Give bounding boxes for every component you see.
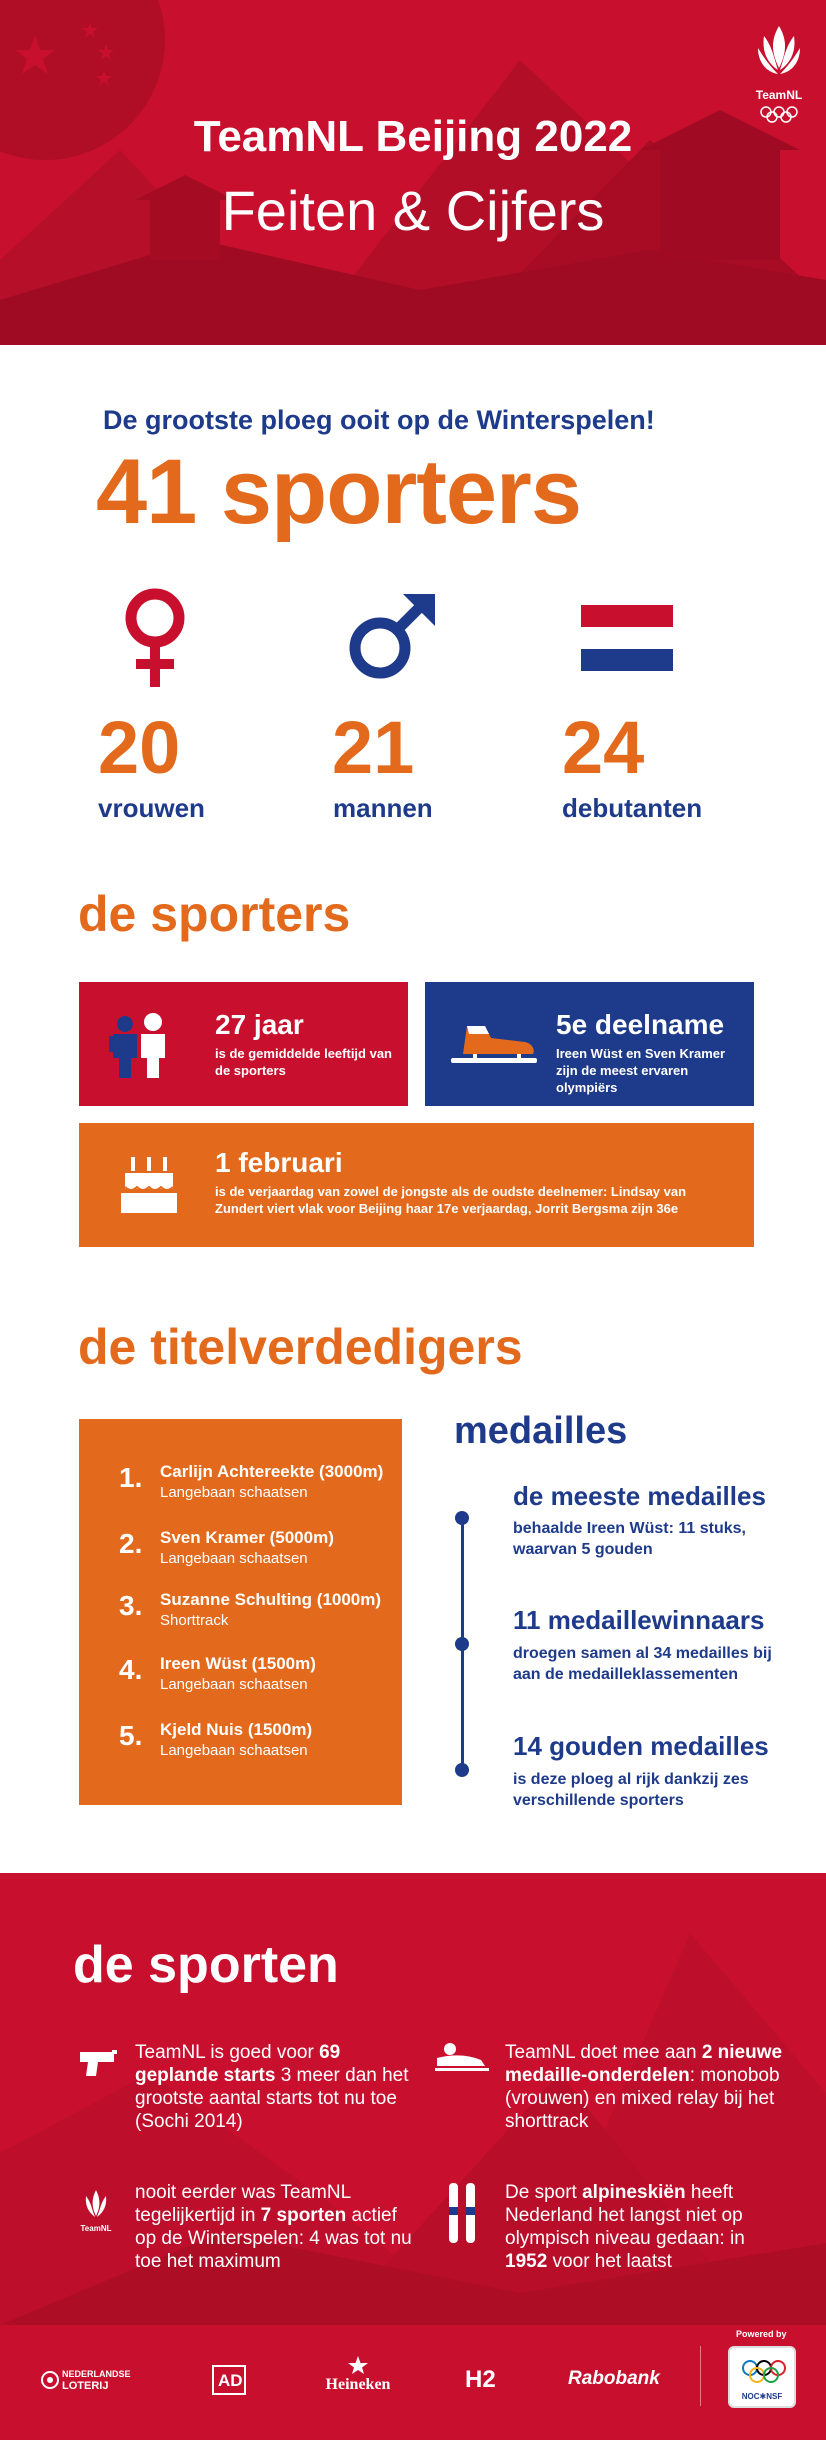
card-birthday-title: 1 februari	[215, 1147, 343, 1178]
item-name: Sven Kramer (5000m)	[160, 1528, 334, 1547]
text-part: heeft Nederland het langst niet op olympisch niveau gedaan: in	[505, 2182, 745, 2249]
item-name: Carlijn Achtereekte (3000m)	[160, 1462, 384, 1481]
text-bold: 7 sporten	[260, 2205, 347, 2226]
medal-desc-2-line1: droegen samen al 34 medailles bij	[513, 1645, 772, 1662]
text-part: nooit eerder was TeamNL tegelijkertijd in	[135, 2182, 351, 2226]
card-age-title: 27 jaar	[215, 1009, 304, 1040]
sponsor-rabobank	[568, 2368, 663, 2394]
medal-desc-2-line2: aan de medailleklassementen	[513, 1666, 738, 1683]
header-banner	[0, 0, 826, 345]
timeline-dot	[455, 1763, 469, 1777]
medal-desc-1-line1: behaalde Ireen Wüst: 11 stuks,	[513, 1520, 746, 1537]
male-symbol-icon	[345, 590, 445, 685]
olympic-rings-color-icon	[732, 2354, 796, 2388]
text-part: actief op de Winterspelen: 4 was tot nu toe het maximum	[135, 2205, 412, 2272]
sporten-heading: de sporten	[73, 1936, 339, 1994]
text-part: TeamNL is goed voor	[135, 2042, 320, 2063]
teamnl-small-label: TeamNL	[80, 2224, 112, 2233]
stat-label-debutanten: debutanten	[562, 793, 703, 823]
text-bold: alpineskiën	[582, 2182, 686, 2203]
page-title: TeamNL Beijing 2022	[193, 112, 633, 161]
item-number: 2.	[119, 1528, 143, 1559]
page-subtitle: Feiten & Cijfers	[221, 179, 605, 242]
card-birthday	[79, 1123, 754, 1247]
footer-divider	[700, 2346, 701, 2406]
text-bold: 2 nieuwe medaille-onderdelen	[505, 2042, 783, 2086]
titelverdedigers-list	[79, 1419, 402, 1805]
sponsor-rabobank-label: Rabobank	[568, 2368, 660, 2389]
skis-icon	[444, 2181, 480, 2245]
card-birthday-desc: is de verjaardag van zowel de jongste als de oudste deelnemer: Lindsay van Zundert viert vlak voor Beijing haar 17e verjaardag, Jorrit Bergsma zijn 36e	[215, 1184, 687, 1216]
text-part: TeamNL doet mee aan	[505, 2042, 702, 2063]
dutch-flag-icon	[581, 605, 673, 671]
item-name: Ireen Wüst (1500m)	[160, 1654, 316, 1673]
sponsor-loterij	[40, 2366, 140, 2396]
starting-pistol-icon	[78, 2046, 118, 2080]
item-sport: Langebaan schaatsen	[160, 1676, 308, 1693]
item-number: 1.	[119, 1462, 143, 1493]
noc-label: NOC✱NSF	[741, 2392, 783, 2401]
female-symbol-icon	[120, 585, 190, 690]
medal-title-1: de meeste medailles	[513, 1481, 766, 1511]
item-sport: Langebaan schaatsen	[160, 1550, 308, 1567]
card-age-desc: is de gemiddelde leeftijd van de sporters	[215, 1046, 392, 1078]
item-number: 5.	[119, 1720, 143, 1751]
heineken-star-icon	[348, 2356, 368, 2374]
text-part: : monobob (vrouwen) en mixed relay bij het shorttrack	[505, 2065, 780, 2132]
logo-label: TeamNL	[755, 88, 803, 102]
item-sport: Langebaan schaatsen	[160, 1742, 308, 1759]
item-number: 3.	[119, 1590, 143, 1621]
medal-desc-3-line2: verschillende sporters	[513, 1792, 684, 1809]
timeline-dot	[455, 1637, 469, 1651]
stat-value-vrouwen: 20	[98, 706, 181, 789]
stat-value-debutanten: 24	[562, 706, 645, 789]
text-part: De sport	[505, 2182, 583, 2203]
sponsor-h2	[465, 2360, 505, 2400]
item-sport: Langebaan schaatsen	[160, 1484, 308, 1501]
sponsor-heineken	[318, 2356, 398, 2398]
sponsor-ad	[212, 2365, 246, 2395]
sporten-text-4	[505, 2181, 790, 2273]
teamnl-logo-icon	[74, 2186, 118, 2246]
medal-title-3: 14 gouden medailles	[513, 1731, 769, 1761]
stat-value-mannen: 21	[332, 706, 415, 789]
skate-icon	[445, 1020, 541, 1068]
card-participation-title: 5e deelname	[556, 1009, 725, 1040]
powered-by-label: Powered by	[736, 2329, 787, 2339]
item-sport: Shorttrack	[160, 1612, 229, 1629]
medal-title-2: 11 medaillewinnaars	[513, 1605, 765, 1635]
card-participation	[425, 982, 754, 1106]
monobob-icon	[433, 2040, 491, 2074]
sporten-text-2	[505, 2041, 790, 2133]
stat-label-mannen: mannen	[333, 793, 433, 823]
total-sporters: 41 sporters	[96, 441, 582, 543]
sporten-text-3	[135, 2181, 415, 2273]
medailles-heading: medailles	[454, 1410, 628, 1452]
card-participation-desc: Ireen Wüst en Sven Kramer zijn de meest ervaren olympiërs	[556, 1046, 726, 1095]
text-bold: 69 geplande starts	[135, 2042, 341, 2086]
medal-desc-1-line2: waarvan 5 gouden	[513, 1541, 653, 1558]
people-icon	[107, 1012, 171, 1080]
sporten-text-1	[135, 2041, 415, 2133]
medal-desc-3-line1: is deze ploeg al rijk dankzij zes	[513, 1771, 749, 1788]
item-name: Suzanne Schulting (1000m)	[160, 1590, 382, 1609]
tagline: De grootste ploeg ooit op de Winterspelen!	[103, 405, 655, 435]
text-bold: 1952	[505, 2251, 548, 2272]
teamnl-flame-icon	[744, 18, 814, 88]
card-age	[79, 982, 408, 1106]
sponsor-loterij-line1: NEDERLANDSE	[62, 2369, 131, 2379]
header-background	[0, 0, 826, 345]
item-name: Kjeld Nuis (1500m)	[160, 1720, 313, 1739]
timeline-dot	[455, 1511, 469, 1525]
text-part: voor het laatst	[547, 2251, 672, 2272]
sponsor-ad-label: AD	[218, 2371, 243, 2390]
sponsor-loterij-line2: LOTERIJ	[62, 2380, 109, 2392]
loterij-icon	[40, 2370, 60, 2390]
text-part: 3 meer dan het grootste aantal starts tot nu toe (Sochi 2014)	[135, 2065, 409, 2132]
birthday-cake-icon	[119, 1151, 179, 1217]
sponsor-heineken-label: Heineken	[325, 2376, 391, 2393]
teamnl-flame-small-icon	[74, 2186, 118, 2224]
sporters-heading: de sporters	[78, 886, 351, 942]
stat-label-vrouwen: vrouwen	[98, 793, 205, 823]
sponsor-h2-label: H2	[465, 2366, 496, 2393]
titel-heading: de titelverdedigers	[78, 1319, 523, 1375]
noc-nsf-logo	[728, 2346, 796, 2408]
item-number: 4.	[119, 1654, 143, 1685]
